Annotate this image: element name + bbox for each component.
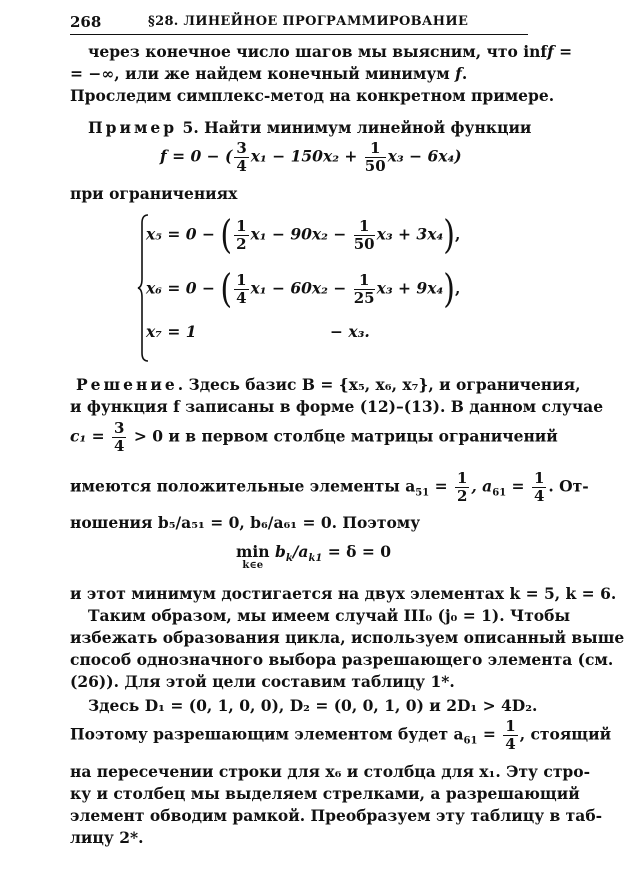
constraint-x7: x₇ = 1	[146, 322, 197, 341]
ratios-line: ношения b₅/a₅₁ = 0, b₆/a₆₁ = 0. Поэтому	[70, 513, 421, 532]
para4-line-3: ку и столбец мы выделяем стрелками, а разрешающий	[70, 784, 580, 803]
page-header	[70, 8, 528, 35]
text-line-2: = −∞, или же найдем конечный минимум f.	[70, 64, 468, 83]
solution-line-2: и функция f записаны в форме (12)–(13). В данном случае	[70, 397, 604, 416]
para2-line-4: (26)). Для этой цели составим таблицу 1*.	[70, 672, 455, 691]
para2-line-3: способ однозначного выбора разрешающего элемента (см.	[70, 650, 614, 669]
text-line-3: Проследим симплекс-метод на конкретном примере.	[70, 86, 555, 105]
c1-line: c₁ = $\frac{3}{4}$ > 0 и в первом столбце матрицы ограничений	[70, 419, 558, 455]
positive-elements-line: имеются положительные элементы $a_{51}$ = $\frac{1}{2}$ , $a_{61}$ = $\frac{1}{4}$ . От-	[70, 469, 589, 505]
pivot-element-line: Поэтому разрешающим элементом будет $a_{61}$ = $\frac{1}{4}$ , стоящий	[70, 717, 612, 753]
constraints-intro: при ограничениях	[70, 184, 238, 203]
para2-line-1: Таким образом, мы имеем случай III₀ (j₀ = 1). Чтобы	[88, 606, 571, 625]
page-number: 268	[70, 13, 102, 31]
running-head: §28. ЛИНЕЙНОЕ ПРОГРАММИРОВАНИЕ	[148, 14, 469, 29]
min-formula: min k∈e $b_k/a_{k1} = \delta = 0$	[236, 542, 392, 571]
para4-line-2: на пересечении строки для x₆ и столбца для x₁. Эту стро-	[70, 762, 591, 781]
text-line-1: через конечное число шагов мы выясним, что inff =	[88, 42, 573, 61]
constraint-x6: x₆ = 0 − ( $\frac{1}{4}$ x₁ − 60x₂ − $\frac{1}{25}$ x₃ + 9x₄),	[146, 266, 461, 313]
constraint-x5: x₅ = 0 − ( $\frac{1}{2}$ x₁ − 90x₂ − $\frac{1}{50}$ x₃ + 3x₄),	[146, 212, 461, 259]
objective-function: f = 0 − ( $\frac{3}{4}$ x₁ − 150x₂ + $\frac{1}{50}$ x₃ − 6x₄)	[160, 139, 462, 175]
para4-line-5: лицу 2*.	[70, 828, 144, 847]
attained-line: и этот минимум достигается на двух элементах k = 5, k = 6.	[70, 584, 617, 603]
constraint-x7-tail: − x₃.	[330, 322, 370, 341]
example-heading: Пример 5. Найти минимум линейной функции	[88, 118, 532, 137]
para2-line-2: избежать образования цикла, используем описанный выше	[70, 628, 624, 647]
para4-line-4: элемент обводим рамкой. Преобразуем эту таблицу в таб-	[70, 806, 603, 825]
para3-line: Здесь D₁ = (0, 1, 0, 0), D₂ = (0, 0, 1, 0) и 2D₁ > 4D₂.	[88, 696, 538, 715]
solution-line-1: Решение. Здесь базис B = {x₅, x₆, x₇}, и ограничения,	[76, 375, 581, 394]
